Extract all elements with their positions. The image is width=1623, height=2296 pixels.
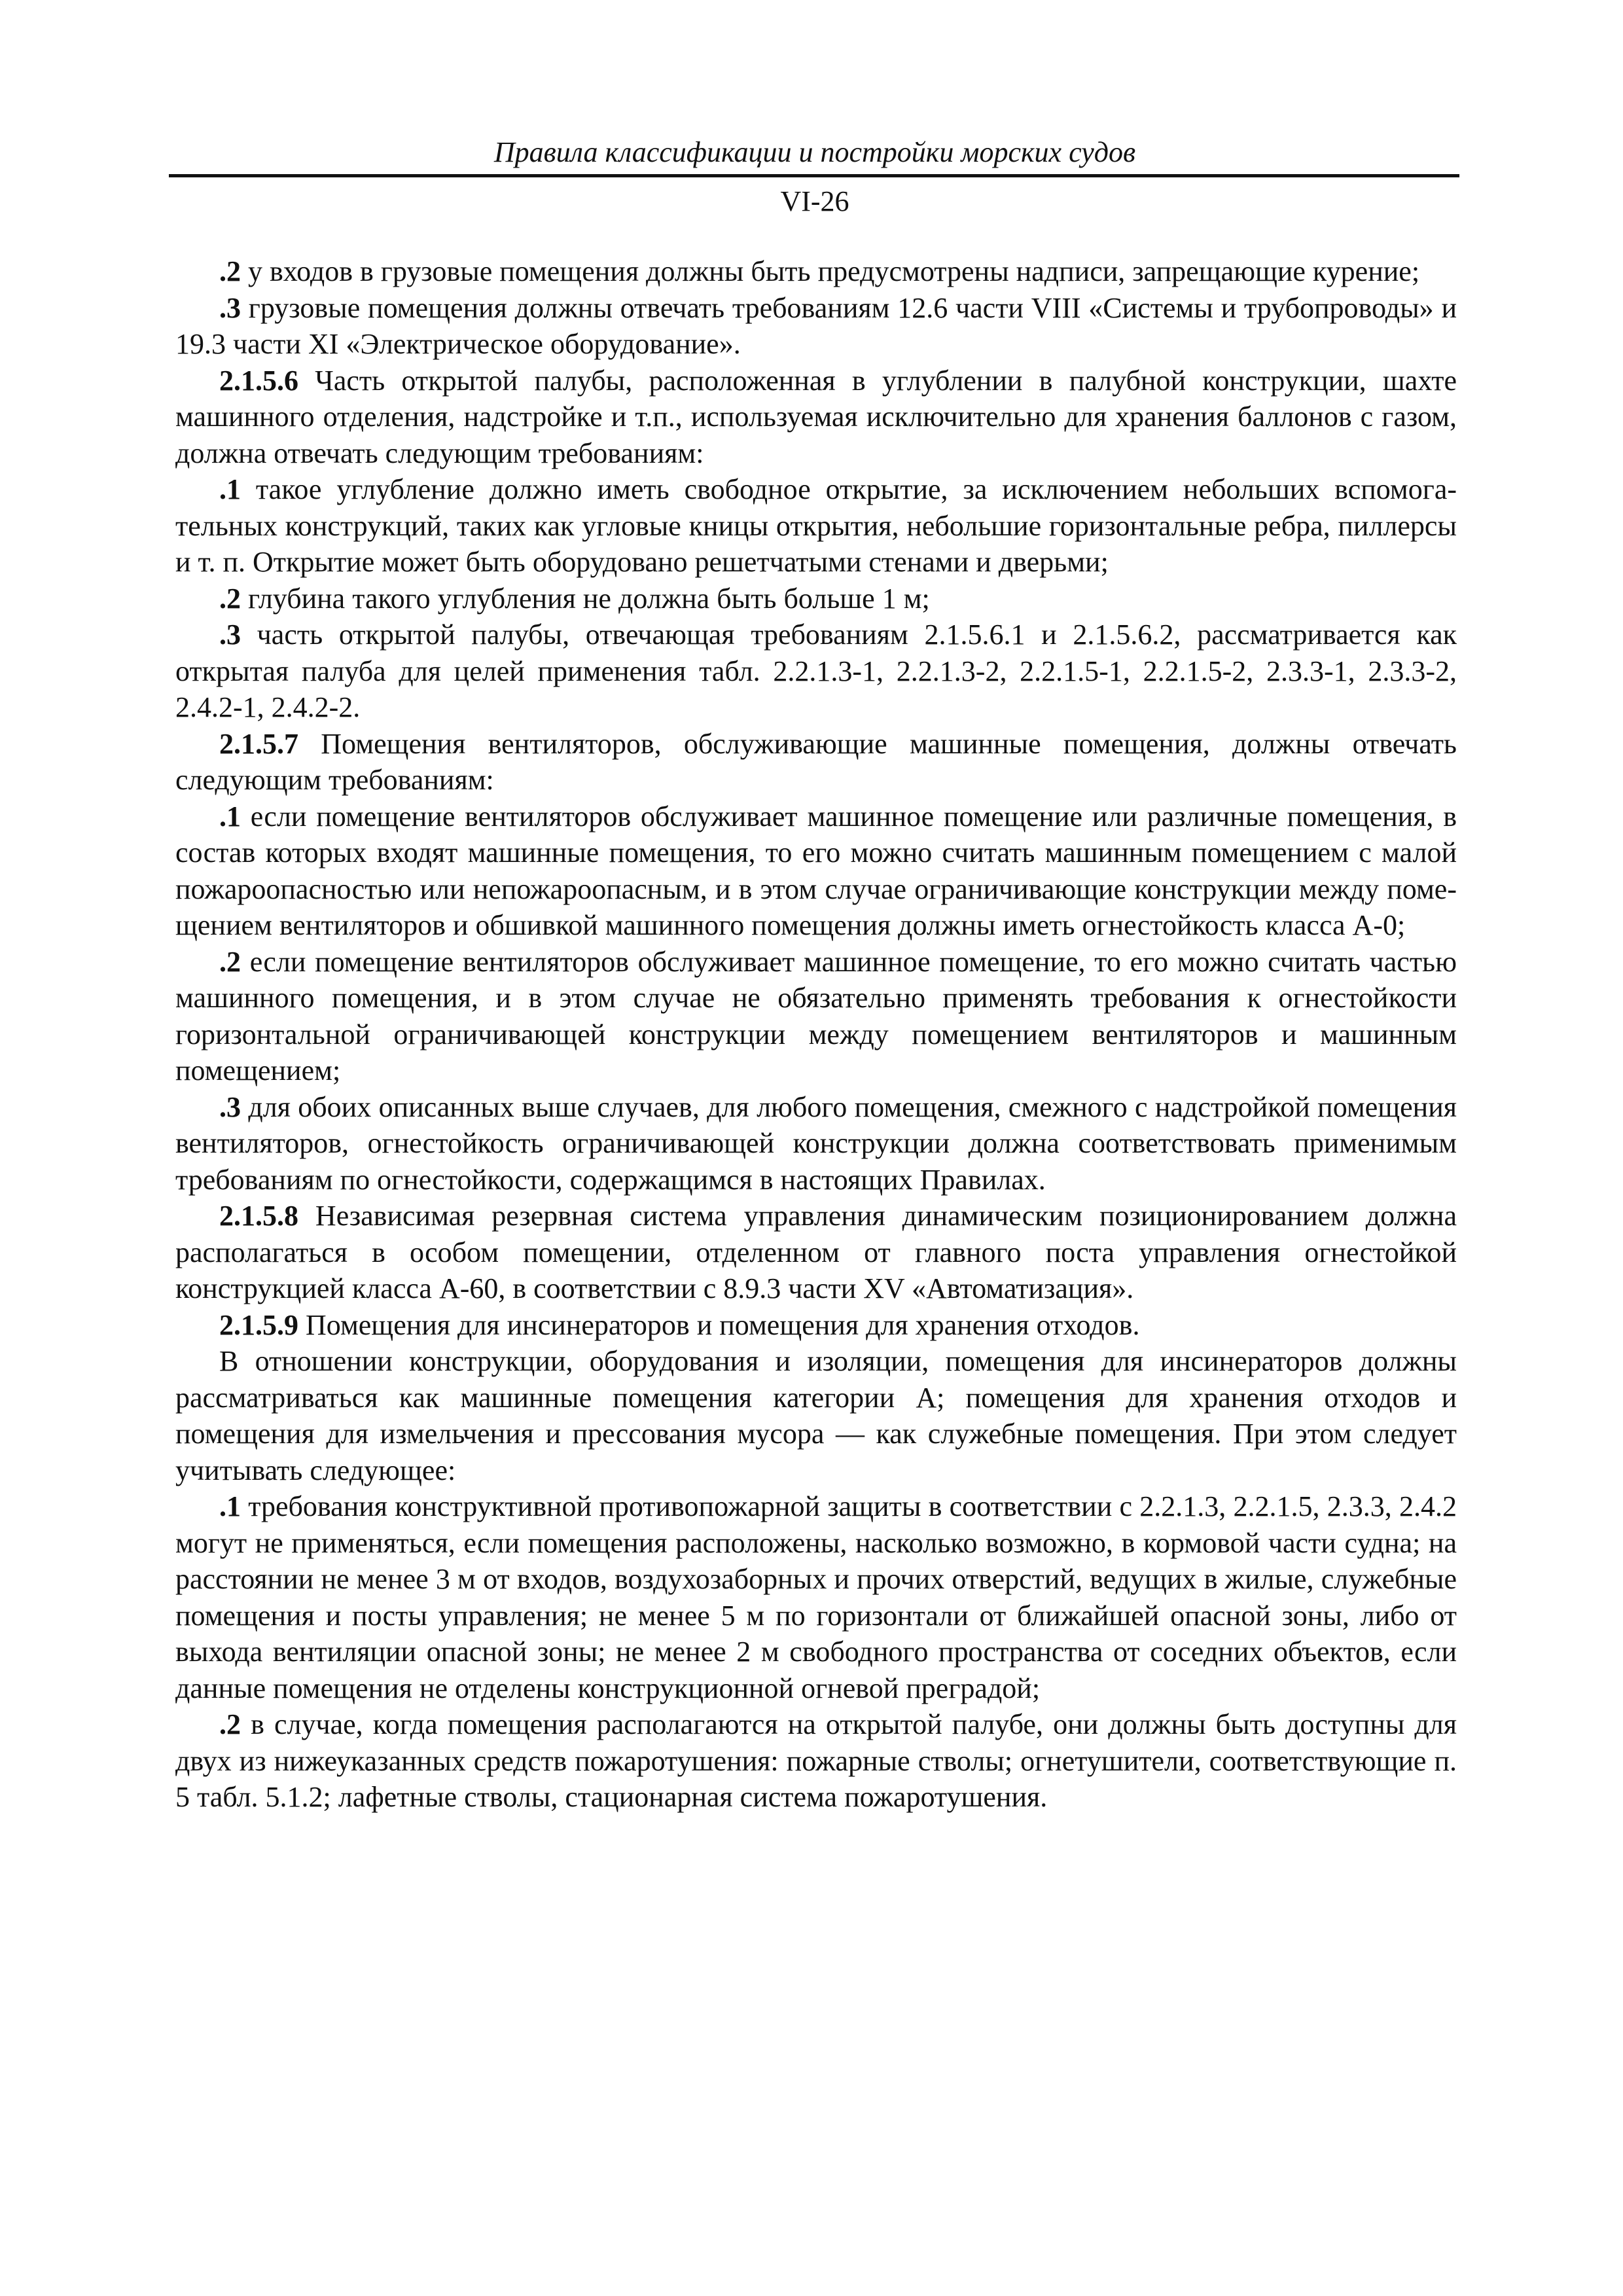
paragraph xyxy=(175,290,1457,363)
paragraph-text: Часть открытой палубы, расположенная в углублении в палубной конструкции, шахте машинного отделения, надстройке и т.п., используемая исключительно для хранения баллонов с газом, должна отвечать следующим требованиям: xyxy=(175,364,1457,469)
paragraph-text: в случае, когда помещения располагаются на открытой палубе, они должны быть доступны для двух из нижеуказанных средств пожаротушения: пожарные стволы; огнетушители, соответствующие п. 5 табл. 5.1.2; лафетные стволы, стационарная система пожаротушения. xyxy=(175,1708,1457,1813)
paragraph-text: если помещение вентиляторов обслуживает машинное помещение или различные помещения, в состав которых входят машинные помещения, то его можно считать машинным помещением с малой пожароопасностью или непожароопасным, и в этом случае ограничивающие конструкции между помещением вентиляторов и обшивкой машинного помещения должны иметь огнестойкость класса А-0; xyxy=(175,800,1457,941)
paragraph-text: Независимая резервная система управления динамическим позиционированием должна располагаться в особом помещении, отделенном от главного поста управления огнестойкой конструкцией класса А-60, в соответствии с 8.9.3 части XV «Автоматизация». xyxy=(175,1200,1457,1304)
item-number: .2 xyxy=(219,1708,241,1740)
section-number: 2.1.5.7 xyxy=(219,727,298,760)
item-number: .2 xyxy=(219,945,241,978)
paragraph-text: грузовые помещения должны отвечать требованиям 12.6 части VIII «Системы и трубопроводы» и 19.3 части XI «Электрическое оборудование». xyxy=(175,291,1457,360)
paragraph-text: если помещение вентиляторов обслуживает машинное помещение, то его можно считать частью машинного помещения, и в этом случае не обязательно применять требования к огнестойкости горизонтальной ограничивающей конструкции между помещением вентиляторов и машинным помещением; xyxy=(175,945,1457,1086)
paragraph-text: требования конструктивной противопожарной защиты в соответствии с 2.2.1.3, 2.2.1.5, 2.3.3, 2.4.2 могут не применяться, если помещения расположены, насколько возможно, в кормовой части судна; на расстоянии не менее 3 м от входов, воздухозаборных и прочих отверстий, ведущих в жилые, служебные помещения и посты управления; не менее 5 м по горизонтали от ближайшей опасной зоны, либо от выхода вентиляции опасной зоны; не менее 2 м свободного пространства от соседних объектов, если данные помещения не отделены конструкционной огневой преградой; xyxy=(175,1490,1457,1704)
paragraph xyxy=(175,1343,1457,1488)
paragraph xyxy=(175,581,1457,617)
paragraph xyxy=(175,1198,1457,1307)
paragraph-text: для обоих описанных выше случаев, для любого помещения, смежного с надстройкой помещения вентиляторов, огнестойкость ограничивающей конструкции должна соответствовать применимым требованиям по огнестойкости, содержащимся в настоящих Правилах. xyxy=(175,1090,1457,1196)
paragraph xyxy=(175,1089,1457,1198)
paragraph-text: такое углубление должно иметь свободное открытие, за исключением небольших вспомогательных конструкций, таких как угловые кницы открытия, небольшие горизонтальные ребра, пиллерсы и т. п. Открытие может быть оборудовано решетчатыми стенами и дверьми; xyxy=(175,473,1457,578)
item-number: .3 xyxy=(219,619,241,651)
paragraph xyxy=(175,617,1457,726)
paragraph-text: часть открытой палубы, отвечающая требованиям 2.1.5.6.1 и 2.1.5.6.2, рассматривается как открытая палуба для целей применения табл. 2.2.1.3-1, 2.2.1.3-2, 2.2.1.5-1, 2.2.1.5-2, 2.3.3-1, 2.3.3-2, 2.4.2-1, 2.4.2-2. xyxy=(175,619,1457,723)
paragraph xyxy=(175,798,1457,944)
paragraph xyxy=(175,1488,1457,1706)
item-number: .2 xyxy=(219,582,241,615)
paragraph xyxy=(175,944,1457,1089)
header-rule xyxy=(169,174,1459,177)
section-number: 2.1.5.6 xyxy=(219,364,298,397)
paragraph xyxy=(175,1307,1457,1344)
paragraph xyxy=(175,471,1457,581)
running-title: Правила классификации и постройки морских судов xyxy=(493,136,1136,168)
paragraph-text: В отношении конструкции, оборудования и изоляции, помещения для инсинераторов должны рассматриваться как машинные помещения категории А; помещения для хранения отходов и помещения для измельчения и прессования мусора — как служебные помещения. При этом следует учитывать следующее: xyxy=(175,1345,1457,1486)
paragraph xyxy=(175,1706,1457,1816)
paragraph xyxy=(175,363,1457,472)
item-number: .1 xyxy=(219,473,241,505)
item-number: .2 xyxy=(219,255,241,287)
paragraph xyxy=(175,253,1457,290)
item-number: .1 xyxy=(219,800,241,833)
body-text xyxy=(175,253,1457,1816)
item-number: .3 xyxy=(219,1090,241,1123)
item-number: .1 xyxy=(219,1490,241,1522)
paragraph-text: у входов в грузовые помещения должны быть предусмотрены надписи, запрещающие курение; xyxy=(241,255,1420,287)
paragraph-text: Помещения для инсинераторов и помещения для хранения отходов. xyxy=(298,1308,1140,1341)
paragraph xyxy=(175,726,1457,798)
page-number: VI-26 xyxy=(780,185,849,217)
section-number: 2.1.5.8 xyxy=(219,1200,298,1232)
section-number: 2.1.5.9 xyxy=(219,1308,298,1341)
paragraph-text: Помещения вентиляторов, обслуживающие машинные помещения, должны отвечать следующим требованиям: xyxy=(175,727,1457,796)
item-number: .3 xyxy=(219,291,241,324)
paragraph-text: глубина такого углубления не должна быть больше 1 м; xyxy=(241,582,930,615)
